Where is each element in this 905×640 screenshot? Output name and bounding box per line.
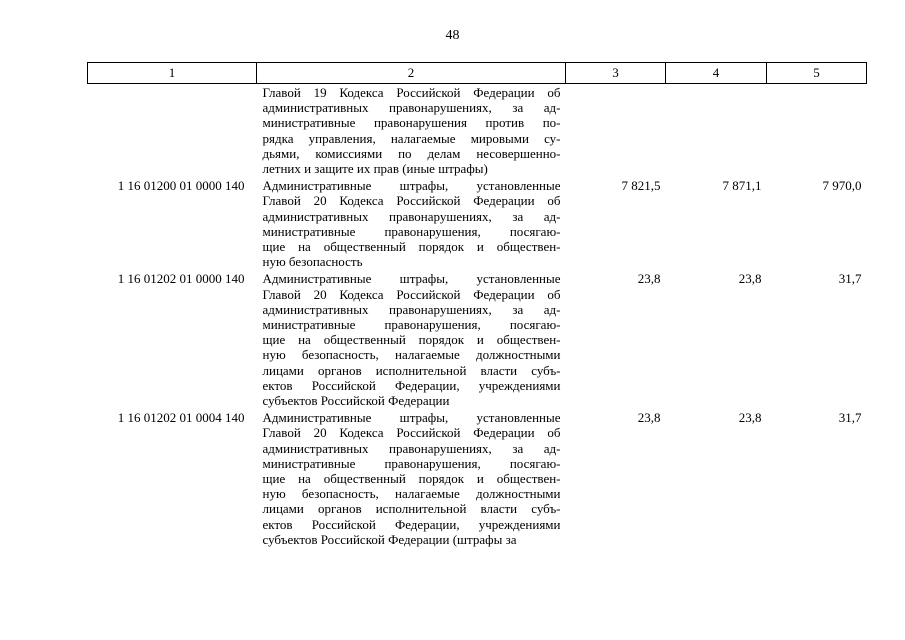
row-name-line: Главой 20 Кодекса Российской Федерации об <box>262 425 561 441</box>
table-body <box>88 84 867 550</box>
row-name-line: министративные правонарушения против по- <box>262 115 561 131</box>
row-name-line: административных правонарушениях, за ад- <box>262 301 561 317</box>
row-name-line: щие на общественный порядок и обществен- <box>262 471 561 487</box>
table-row <box>88 84 867 179</box>
row-value-v5: 31,7 <box>838 410 862 426</box>
row-name-line: щие на общественный порядок и обществен- <box>262 239 561 255</box>
row-name-line: ную безопасность, налагаемые должностными <box>262 347 561 363</box>
row-name-line: дьями, комиссиями по делам несовершенно- <box>262 145 561 161</box>
row-value-v3: 7 821,5 <box>621 178 661 194</box>
row-value-v4: 7 871,1 <box>722 178 762 194</box>
page-number: 48 <box>445 28 460 43</box>
table-row <box>88 410 867 549</box>
row-name-line: административных правонарушениях, за ад- <box>262 440 561 456</box>
row-value-v5: 31,7 <box>838 271 862 287</box>
table-row <box>88 178 867 271</box>
column-header-5: 5 <box>767 63 867 84</box>
row-name-line: министративные правонарушения, посягаю- <box>262 223 561 239</box>
row-name-line: ную безопасность, налагаемые должностными <box>262 486 561 502</box>
row-code-cell: 1 16 01202 01 0000 140 <box>117 271 245 287</box>
row-name-line: Административные штрафы, установленные <box>262 410 561 426</box>
row-value-v4: 23,8 <box>738 271 762 287</box>
row-value-v4 <box>666 84 767 179</box>
row-value-v4: 23,8 <box>738 410 762 426</box>
row-name-line: щие на общественный порядок и обществен- <box>262 332 561 348</box>
row-code-cell <box>88 84 257 179</box>
row-code-cell: 1 16 01202 01 0004 140 <box>117 410 245 426</box>
column-header-1: 1 <box>88 63 257 84</box>
row-name-cell <box>257 410 566 549</box>
row-name-line: министративные правонарушения, посягаю- <box>262 317 561 333</box>
row-name-line: административных правонарушениях, за ад- <box>262 100 561 116</box>
row-name-line: рядка управления, налагаемые мировыми су- <box>262 130 561 146</box>
table-header-row <box>88 63 867 84</box>
row-name-line: Главой 19 Кодекса Российской Федерации об <box>262 85 561 100</box>
row-name-line: Главой 20 Кодекса Российской Федерации об <box>262 286 561 302</box>
row-name-cell <box>257 271 566 410</box>
row-value-v3 <box>566 84 666 179</box>
row-name-line: лицами органов исполнительной власти субъ- <box>262 362 561 378</box>
row-value-v3: 23,8 <box>637 410 661 426</box>
column-header-2: 2 <box>257 63 566 84</box>
row-name-line: летних и защите их прав (иные штрафы) <box>262 161 488 177</box>
row-name-cell <box>257 178 566 271</box>
row-name-line: ектов Российской Федерации, учреждениями <box>262 377 561 393</box>
row-name-line: министративные правонарушения, посягаю- <box>262 455 561 471</box>
row-name-cell <box>257 84 566 179</box>
row-code-cell: 1 16 01200 01 0000 140 <box>117 178 245 194</box>
row-name-line: Административные штрафы, установленные <box>262 178 561 194</box>
row-name-line: лицами органов исполнительной власти субъ- <box>262 501 561 517</box>
row-name-line: Главой 20 Кодекса Российской Федерации об <box>262 193 561 209</box>
row-value-v5: 7 970,0 <box>822 178 862 194</box>
row-name-line: Административные штрафы, установленные <box>262 271 561 287</box>
table-row <box>88 271 867 410</box>
row-name-line: ектов Российской Федерации, учреждениями <box>262 516 561 532</box>
row-name-line: субъектов Российской Федерации (штрафы за <box>262 531 517 547</box>
row-value-v3: 23,8 <box>637 271 661 287</box>
column-header-3: 3 <box>566 63 666 84</box>
row-name-line: административных правонарушениях, за ад- <box>262 208 561 224</box>
row-name-line: субъектов Российской Федерации <box>262 393 450 409</box>
budget-table <box>87 62 867 549</box>
column-header-4: 4 <box>666 63 767 84</box>
row-name-line: ную безопасность <box>262 254 363 270</box>
row-value-v5 <box>767 84 867 179</box>
